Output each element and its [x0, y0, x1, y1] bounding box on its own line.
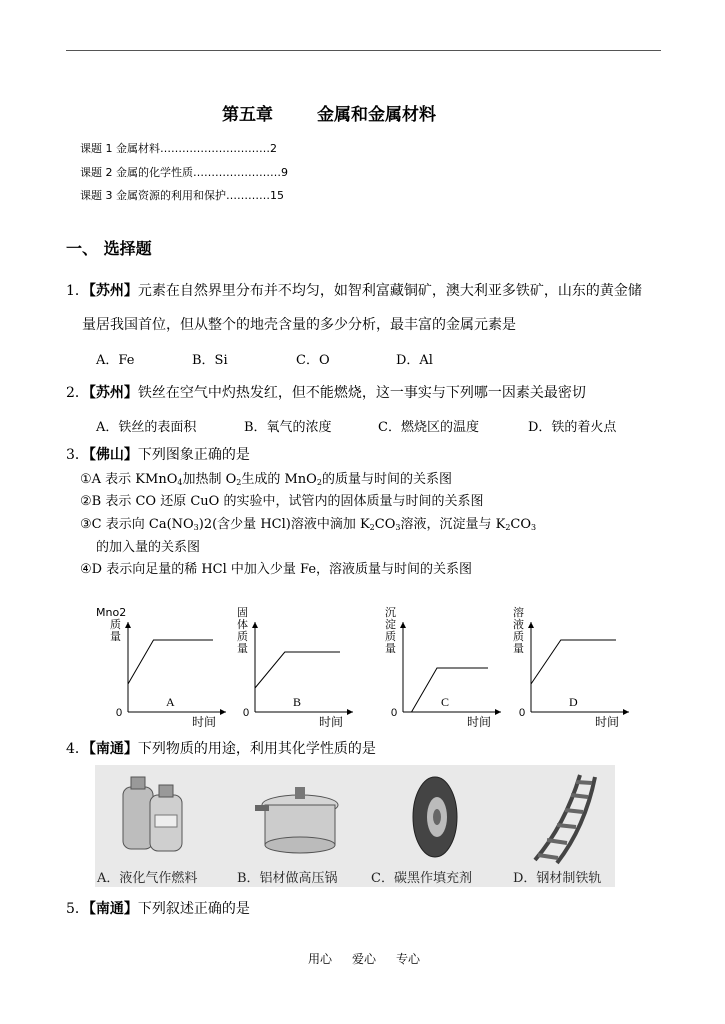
y-axis-label: 沉淀质量: [385, 606, 396, 655]
question-3-statement-2: ②B 表示 CO 还原 CuO 的实验中，试管内的固体质量与时间的关系图: [80, 494, 484, 509]
y-axis-arrow: [400, 622, 406, 628]
question-1-line-2: 量居我国首位，但从整个的地壳含量的多少分析，最丰富的金属元素是: [82, 317, 516, 333]
y-axis-arrow: [125, 622, 131, 628]
series-line: [531, 640, 616, 684]
x-axis-label: 时间: [595, 715, 620, 729]
photo-caption-b: B．铝材做高压锅: [237, 871, 338, 886]
panel-label: D: [569, 695, 578, 709]
question-5: 5．【南通】下列叙述正确的是: [66, 901, 250, 917]
question-3-statement-1: ①A 表示 KMnO$_4$加热制 $O_2$生成的 MnO$_2$的质量与时间的关系图: [80, 472, 452, 487]
y-axis-label: 溶液质量: [513, 606, 524, 655]
y-axis-label: Mno2 质量: [96, 606, 127, 643]
panel-label: A: [166, 695, 175, 709]
question-source: 【苏州】: [88, 283, 138, 299]
question-4: 4．【南通】下列物质的用途，利用其化学性质的是: [66, 741, 376, 757]
x-axis-label: 时间: [467, 715, 492, 729]
option-d: D．铁的着火点: [528, 420, 617, 435]
photo-caption-d: D．钢材制铁轨: [513, 871, 602, 886]
x-axis-label: 时间: [192, 715, 217, 729]
option-c: C．燃烧区的温度: [378, 420, 479, 435]
page-footer: [308, 950, 440, 967]
option-b: B．Si: [192, 353, 228, 368]
option-b: B．氧气的浓度: [244, 420, 332, 435]
x-axis-arrow: [220, 709, 226, 715]
header-rule: [66, 50, 661, 51]
chapter-name: 金属和金属材料: [317, 105, 436, 125]
railway-track-icon: [535, 775, 595, 863]
origin-label: 0: [391, 707, 398, 719]
series-line: [255, 652, 340, 688]
y-axis-arrow: [528, 622, 534, 628]
question-source: 【南通】: [88, 901, 138, 917]
x-axis-label: 时间: [319, 715, 344, 729]
footer-item: 专心: [396, 952, 421, 966]
question-3-statement-3-cont: 的加入量的关系图: [96, 540, 201, 555]
usage-photos: [95, 765, 615, 887]
y-axis-arrow: [252, 622, 258, 628]
origin-label: 0: [243, 707, 250, 719]
question-2: 2．【苏州】铁丝在空气中灼热发红，但不能燃烧，这一事实与下列哪一因素关最密切: [66, 385, 586, 401]
question-3-statement-4: ④D 表示向足量的稀 HCl 中加入少量 Fe，溶液质量与时间的关系图: [80, 562, 473, 577]
question-source: 【佛山】: [88, 447, 138, 463]
panel-label: C: [441, 695, 450, 709]
origin-label: 0: [116, 707, 123, 719]
graph-panels: [88, 600, 648, 735]
x-axis-arrow: [347, 709, 353, 715]
footer-item: 爱心: [352, 952, 377, 966]
toc-item: 课题 3 金属资源的利用和保护…………15: [80, 189, 284, 202]
option-a: A．Fe: [96, 353, 135, 368]
series-line: [128, 640, 213, 684]
pressure-cooker-icon: [255, 787, 338, 853]
question-1: 1．【苏州】元素在自然界里分布并不均匀，如智利富藏铜矿，澳大利亚多铁矿，山东的黄金储: [66, 283, 642, 299]
chapter-title: [222, 100, 436, 125]
section-heading: 一、 选择题: [66, 239, 152, 258]
question-3-statement-3: ③C 表示向 $Ca(NO_3)2$(含少量 HCl)溶液中滴加 $K_2CO_3$溶液，沉淀量与 $K_2CO_3$: [80, 517, 537, 532]
option-a: A．铁丝的表面积: [96, 420, 197, 435]
photo-caption-c: C．碳黑作填充剂: [371, 871, 472, 886]
origin-label: 0: [519, 707, 526, 719]
panel-label: B: [293, 695, 302, 709]
footer-item: 用心: [308, 952, 333, 966]
x-axis-arrow: [495, 709, 501, 715]
toc-item: 课题 1 金属材料…………………………2: [80, 142, 277, 155]
y-axis-label: 固体质量: [237, 606, 248, 655]
photo-caption-a: A．液化气作燃料: [97, 871, 198, 886]
question-3: 3．【佛山】下列图象正确的是: [66, 447, 250, 463]
option-d: D．Al: [396, 353, 433, 368]
tire-icon: [413, 777, 457, 857]
chapter-number: 第五章: [222, 105, 273, 125]
option-c: C．O: [296, 353, 330, 368]
gas-cylinder-icon: [123, 777, 182, 851]
question-source: 【苏州】: [88, 385, 138, 401]
x-axis-arrow: [623, 709, 629, 715]
question-source: 【南通】: [88, 741, 138, 757]
toc-item: 课题 2 金属的化学性质……………………9: [80, 166, 288, 179]
